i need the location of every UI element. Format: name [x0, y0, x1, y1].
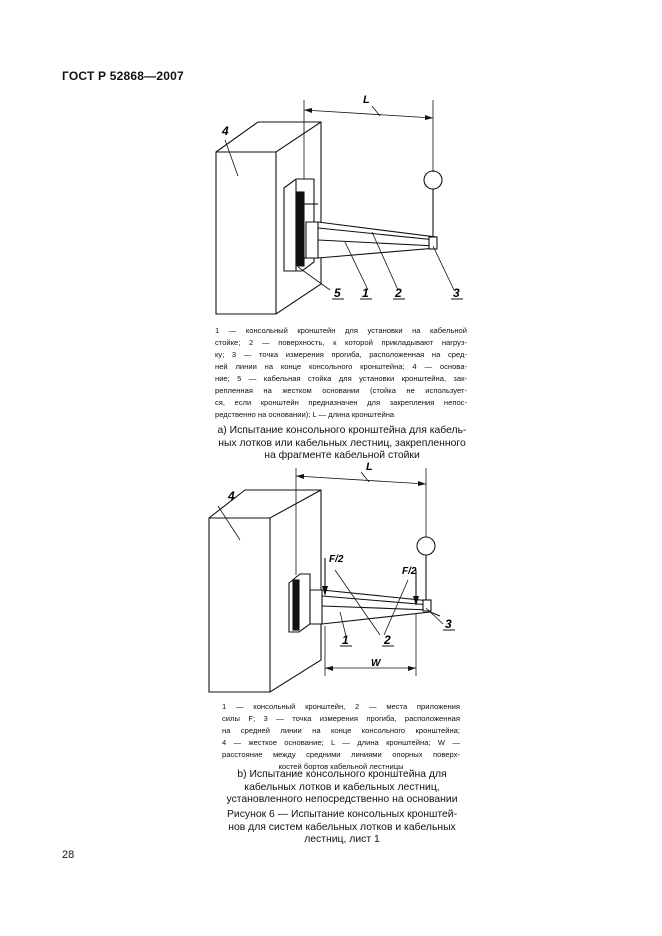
label-b-bracket: 1 [342, 633, 349, 647]
label-b-force-right: F/2 [402, 566, 417, 577]
caption-line: на фрагменте кабельной стойки [264, 450, 420, 461]
legend-line: 4 — жесткое основание; L — длина кронштейна; W — [222, 738, 460, 747]
caption-line: лестниц, лист 1 [304, 834, 380, 845]
label-a-post: 5 [334, 286, 341, 300]
label-b-length: L [366, 461, 373, 473]
figure-title [210, 809, 474, 847]
label-a-wall: 4 [222, 124, 229, 138]
label-b-width: W [371, 658, 381, 669]
legend-line: расстояние между средними линиями опорных поверх- [222, 750, 460, 759]
legend-line: силы F; 3 — точка измерения прогиба, расположенная [222, 714, 460, 723]
caption-line: а) Испытание консольного кронштейна для кабель- [217, 425, 467, 436]
label-a-surface: 2 [395, 286, 402, 300]
legend-line: на средней линии на конце консольного кронштейна; [222, 726, 460, 735]
legend-line: репленная на жестком основании (стойка не использует- [215, 386, 467, 395]
legend-line: ней линии на конце консольного кронштейна; 4 — основа- [215, 362, 467, 371]
label-a-length: L [363, 94, 370, 106]
figure-a-legend [215, 325, 467, 421]
page-number: 28 [62, 849, 75, 861]
legend-line: костей бортов кабельной лестницы [278, 762, 404, 771]
document-header: ГОСТ Р 52868—2007 [62, 69, 184, 83]
caption-line: Рисунок 6 — Испытание консольных кронштей- [226, 809, 458, 820]
figure-b-caption [210, 769, 474, 807]
legend-line: 1 — консольный кронштейн, 2 — места приложения [222, 702, 460, 711]
figure-b-legend [222, 701, 460, 773]
legend-line: ние; 5 — кабельная стойка для установки кронштейна, зак- [215, 374, 467, 383]
figure-a-caption [206, 425, 478, 463]
legend-line: ся, если кронштейн предназначен для закрепления непос- [215, 398, 467, 407]
legend-line: редственно на основании); L — длина кронштейна [215, 410, 395, 419]
legend-line: 1 — консольный кронштейн для установки на кабельной [215, 326, 467, 335]
caption-line: установленного непосредственно на основании [226, 794, 458, 805]
label-b-point: 3 [445, 617, 452, 631]
label-a-point: 3 [453, 286, 460, 300]
caption-line: нов для систем кабельных лотков и кабельных [228, 821, 456, 833]
label-b-force-left: F/2 [329, 554, 344, 565]
legend-line: ку; 3 — точка измерения прогиба, расположенная на сред- [215, 350, 467, 359]
caption-line: кабельных лотков и кабельных лестниц, [244, 781, 440, 793]
label-b-load-points: 2 [384, 633, 391, 647]
caption-line: ных лотков или кабельных лестниц, закрепленного [218, 437, 466, 449]
label-b-wall: 4 [228, 489, 235, 503]
label-a-bracket: 1 [362, 286, 369, 300]
caption-line: b) Испытание консольного кронштейна для [237, 769, 447, 780]
legend-line: стойке; 2 — поверхность, к которой прикладывают нагруз- [215, 338, 467, 347]
